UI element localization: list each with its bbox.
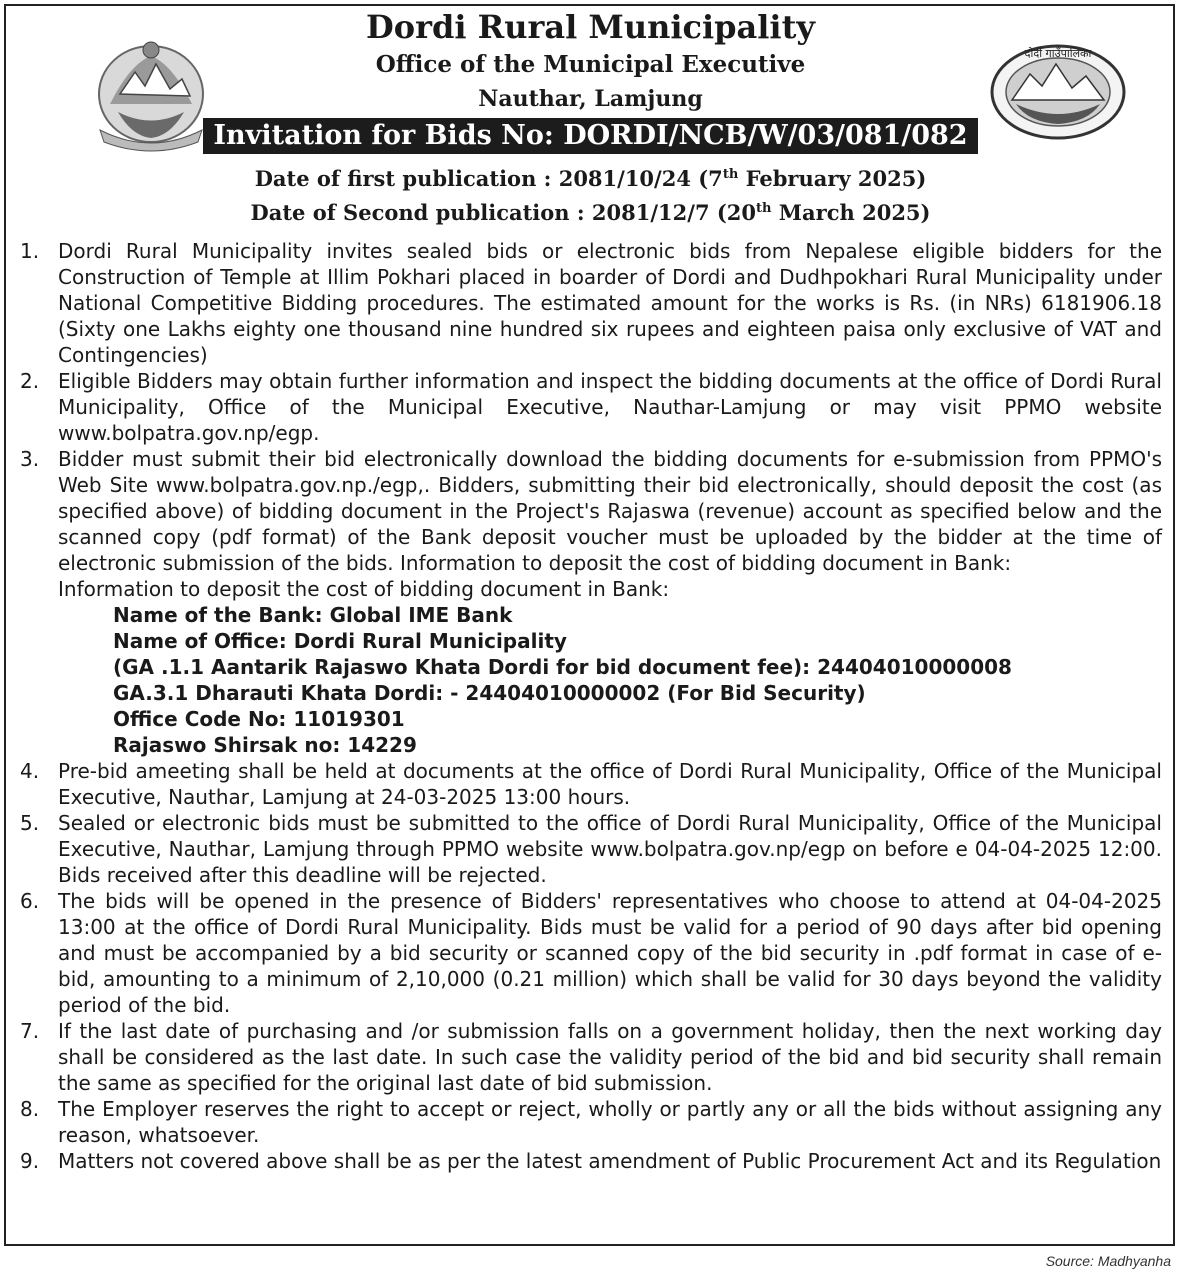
bank-name: Name of the Bank: Global IME Bank: [113, 603, 513, 627]
ifb-number-banner: Invitation for Bids No: DORDI/NCB/W/03/081/082: [203, 118, 977, 154]
source-credit: Source: Madhyanha: [1045, 1253, 1171, 1269]
list-item: [20, 888, 1162, 1018]
item-number: 9.: [20, 1149, 40, 1173]
item-number: 4.: [20, 759, 40, 783]
bank-info-intro: Information to deposit the cost of bidding document in Bank:: [58, 577, 670, 601]
item-number: 8.: [20, 1097, 40, 1121]
item-text: Matters not covered above shall be as per the latest amendment of Public Procurement Act and its Regulation: [58, 1149, 1162, 1173]
office-code: Office Code No: 11019301: [113, 707, 405, 731]
second-publication-date: Date of Second publication : 2081/12/7 (20th March 2025): [250, 200, 931, 225]
item-text: The bids will be opened in the presence of Bidders' representatives who choose to attend at 04-04-2025 13:00 at the office of Dordi Rural Municipality. Bids must be valid for a period of 90 days after bid opening and must be accompanied by a bid security or scanned copy of the bid security in .pdf format in case of e-bid, amounting to a minimum of 2,10,000 (0.21 million) which shall be valid for 30 days beyond the validity period of the bid.: [58, 889, 1162, 1017]
first-publication-date: Date of first publication : 2081/10/24 (7th February 2025): [254, 166, 927, 191]
item-number: 6.: [20, 889, 40, 913]
municipality-title: Dordi Rural Municipality: [366, 8, 815, 46]
item-number: 2.: [20, 369, 40, 393]
bid-security-account: GA.3.1 Dharauti Khata Dordi: - 24404010000002 (For Bid Security): [113, 681, 866, 705]
list-item: [20, 446, 1162, 758]
item-text: Pre-bid ameeting shall be held at documents at the office of Dordi Rural Municipality, Office of the Municipal Executive, Nauthar, Lamjung at 24-03-2025 13:00 hours.: [58, 759, 1162, 809]
item-text: Sealed or electronic bids must be submitted to the office of Dordi Rural Municipality, Office of the Municipal Executive, Nauthar, Lamjung through PPMO website www.bolpatra.gov.np/egp on before e 04-04-2025 12:00. Bids received after this deadline will be rejected.: [58, 811, 1162, 887]
notice-header: [0, 6, 1181, 228]
item-number: 5.: [20, 811, 40, 835]
item-text: Bidder must submit their bid electronically download the bidding documents for e-submission from PPMO's Web Site www.bolpatra.gov.np./egp,. Bidders, submitting their bid electronically, should deposit the cost (as specified above) of bidding document in the Project's Rajaswa (revenue) account as specified below and the scanned copy (pdf format) of the Bank deposit voucher must be uploaded by the bidder at the time of electronic submission of the bids. Information to deposit the cost of bidding document in Bank:: [58, 447, 1162, 575]
rajaswo-shirsak: Rajaswo Shirsak no: 14229: [113, 733, 417, 757]
notice-body: [20, 238, 1162, 1174]
item-text: Eligible Bidders may obtain further information and inspect the bidding documents at the office of Dordi Rural Municipality, Office of the Municipal Executive, Nauthar-Lamjung or may visit PPMO website www.bolpatra.gov.np/egp.: [58, 369, 1162, 445]
item-number: 7.: [20, 1019, 40, 1043]
item-number: 1.: [20, 239, 40, 263]
bid-fee-account: (GA .1.1 Aantarik Rajaswo Khata Dordi for bid document fee): 24404010000008: [113, 655, 1012, 679]
logo-text: दोर्दी गाउँपालिका: [1024, 47, 1092, 60]
list-item: [20, 1148, 1162, 1174]
item-text: If the last date of purchasing and /or submission falls on a government holiday, then the next working day shall be considered as the last date. In such case the validity period of the bid and bid security shall remain the same as specified for the original last date of bid submission.: [58, 1019, 1162, 1095]
bank-office-name: Name of Office: Dordi Rural Municipality: [113, 629, 567, 653]
item-text: Dordi Rural Municipality invites sealed bids or electronic bids from Nepalese eligible bidders for the Construction of Temple at Illim Pokhari placed in boarder of Dordi and Dudhpokhari Rural Municipality under National Competitive Bidding procedures. The estimated amount for the works is Rs. (in NRs) 6181906.18 (Sixty one Lakhs eighty one thousand nine hundred six rupees and eighteen paisa only exclusive of VAT and Contingencies): [58, 239, 1162, 367]
list-item: [20, 1096, 1162, 1148]
list-item: [20, 810, 1162, 888]
list-item: [20, 238, 1162, 368]
list-item: [20, 1018, 1162, 1096]
office-subtitle: Office of the Municipal Executive: [375, 51, 806, 78]
list-item: [20, 758, 1162, 810]
location-subtitle: Nauthar, Lamjung: [478, 86, 703, 112]
list-item: [20, 368, 1162, 446]
item-text: The Employer reserves the right to accept or reject, wholly or partly any or all the bids without assigning any reason, whatsoever.: [58, 1097, 1162, 1147]
item-number: 3.: [20, 447, 40, 471]
